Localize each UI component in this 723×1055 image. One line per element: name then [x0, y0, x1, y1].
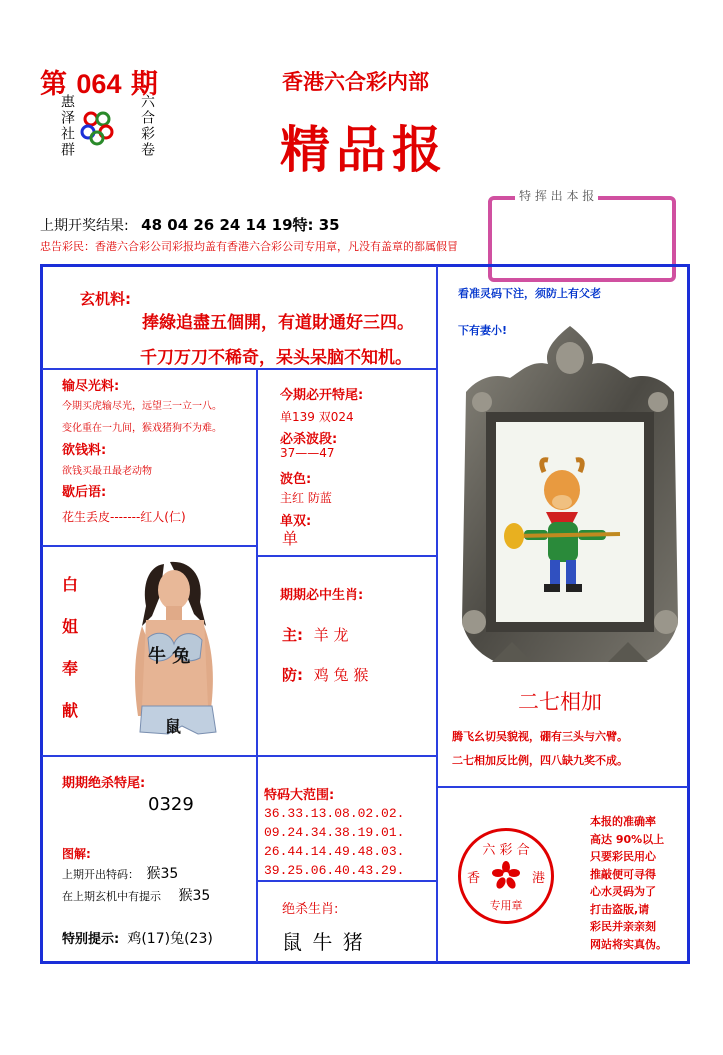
- right-desc-2: 二七相加反比例，四八缺九奖不成。: [452, 754, 628, 767]
- seal-bottom-text: 专用章: [489, 899, 523, 912]
- accuracy-line: 高达 90%以上: [590, 832, 665, 846]
- seal-top-text: 六 彩 合: [482, 843, 530, 858]
- official-seal: [458, 828, 554, 924]
- issue-suffix: 期: [130, 69, 158, 100]
- kill-zodiac-value: 鼠 牛 猪: [282, 930, 365, 954]
- frame-bottom: [40, 961, 690, 964]
- riddle-label: 玄机料:: [80, 290, 131, 308]
- flower-emblem-icon: [492, 861, 520, 889]
- zodiac-main: [282, 624, 349, 645]
- range-label: 特码大范围:: [264, 788, 335, 803]
- header-vertical-left: 惠泽社群: [59, 94, 75, 158]
- diagram-line-2-label: 在上期玄机中有提示: [62, 890, 161, 903]
- last-results: [40, 214, 340, 235]
- tail-value: 单139 双024: [280, 410, 354, 424]
- diagram-label: 图解:: [62, 847, 91, 861]
- accuracy-line: 推敲便可寻得: [590, 867, 656, 881]
- range-row: 09.24.34.38.19.01.: [264, 825, 405, 840]
- accuracy-line: 彩民并亲亲刻: [590, 920, 656, 933]
- zodiac-guard: [282, 664, 368, 685]
- range-row: 26.44.14.49.48.03.: [264, 844, 405, 859]
- saying-text: 花生丢皮-------红人(仁): [62, 510, 186, 524]
- loser-text-1: 今期买虎输尽光，远望三一立一八。: [62, 401, 222, 412]
- kill-tail-label: 期期绝杀特尾:: [62, 776, 146, 791]
- ornate-picture-frame: [452, 322, 688, 668]
- zodiac-guard-value: 鸡 兔 猴: [313, 666, 369, 684]
- special-tip-label: 特别提示:: [62, 932, 120, 947]
- right-desc-1: 腾飞幺切吴貌视，硼有三头与六臂。: [452, 730, 628, 743]
- diagram-line-1-value: 猴35: [146, 866, 179, 882]
- riddle-line-2: 千刀万刀不稀奇，呆头呆脑不知机。: [140, 348, 412, 368]
- color-value: 主红 防蓝: [280, 491, 332, 505]
- last-results-numbers: 48 04 26 24 14 19特: 35: [141, 216, 340, 234]
- stamp-caption: 特 挥 出 本 报: [515, 187, 598, 204]
- accuracy-line: 本报的准确率: [590, 815, 656, 828]
- diagram-line-1: [62, 863, 178, 883]
- photo-label-3: 奉: [62, 659, 79, 678]
- right-tip-1: 看准灵码下注，须防上有父老: [458, 287, 601, 300]
- kill-zodiac-label: 绝杀生肖:: [282, 902, 339, 917]
- accuracy-block: [590, 813, 686, 953]
- notice-text: 忠告彩民：香港六合彩公司彩报均盖有香港六合彩公司专用章，凡没有盖章的都属假冒: [40, 240, 458, 253]
- special-tip: [62, 928, 213, 948]
- header-vertical-right: 六合彩卷: [139, 94, 155, 158]
- odd-even-value: 单: [282, 529, 299, 548]
- accuracy-line: 只要彩民用心: [590, 850, 656, 863]
- diagram-line-2: [62, 885, 210, 905]
- loser-text-2: 变化重在一九间，猴戏猪狗不为难。: [62, 423, 222, 434]
- zodiac-label: 期期必中生肖:: [280, 588, 364, 603]
- photo-label-4: 献: [62, 701, 79, 720]
- accuracy-line: 打击盗版,请: [590, 902, 650, 916]
- color-label: 波色:: [280, 472, 312, 487]
- right-phrase: 二七相加: [518, 690, 602, 714]
- odd-even-label: 单双:: [280, 514, 312, 529]
- photo-label-1: 白: [62, 575, 79, 594]
- money-text: 欲钱买最丑最老动物: [62, 466, 152, 477]
- accuracy-line: 网站将实真伪。: [590, 937, 667, 951]
- last-results-label: 上期开奖结果:: [40, 218, 129, 234]
- photo-overlay-2: 鼠: [165, 717, 182, 736]
- wave-value: 37——47: [280, 446, 335, 460]
- lotto-logo-icon: [78, 108, 116, 146]
- zodiac-main-label: 主:: [282, 626, 303, 644]
- accuracy-line: 心水灵码为了: [590, 885, 656, 898]
- tail-label: 今期必开特尾:: [280, 388, 364, 403]
- header-title: 精品报: [280, 120, 448, 179]
- photo-label-2: 姐: [62, 617, 79, 636]
- diagram-line-2-value: 猴35: [178, 888, 211, 904]
- money-label: 欲钱料:: [62, 443, 107, 458]
- issue-prefix: 第: [40, 69, 67, 100]
- photo-vertical-labels: [62, 564, 82, 732]
- range-rows: [264, 804, 404, 880]
- verification-stamp-box: [488, 196, 676, 282]
- frame-top: [40, 264, 690, 267]
- saying-label: 歇后语:: [62, 485, 107, 500]
- zodiac-guard-label: 防:: [282, 666, 303, 684]
- kill-tail-value: 0329: [148, 794, 194, 815]
- diagram-line-1-label: 上期开出特码：: [62, 868, 139, 881]
- riddle-line-1: 捧綠追盡五個開，有道財通好三四。: [142, 313, 414, 333]
- special-tip-value: 鸡(17)兔(23): [127, 931, 213, 947]
- issue-number: 064: [76, 69, 122, 99]
- seal-left-text: 香: [467, 871, 481, 886]
- header-subtitle: 香港六合彩内部: [282, 70, 429, 94]
- range-row: 36.33.13.08.02.02.: [264, 806, 405, 821]
- loser-label: 输尽光料:: [62, 379, 120, 394]
- photo-overlay-1: 牛 兔: [148, 646, 191, 667]
- wave-label: 必杀波段:: [280, 432, 338, 447]
- right-tip-2: 下有妻小!: [458, 324, 508, 337]
- seal-right-text: 港: [531, 871, 545, 886]
- range-row: 39.25.06.40.43.29.: [264, 863, 405, 878]
- zodiac-main-value: 羊 龙: [313, 626, 349, 644]
